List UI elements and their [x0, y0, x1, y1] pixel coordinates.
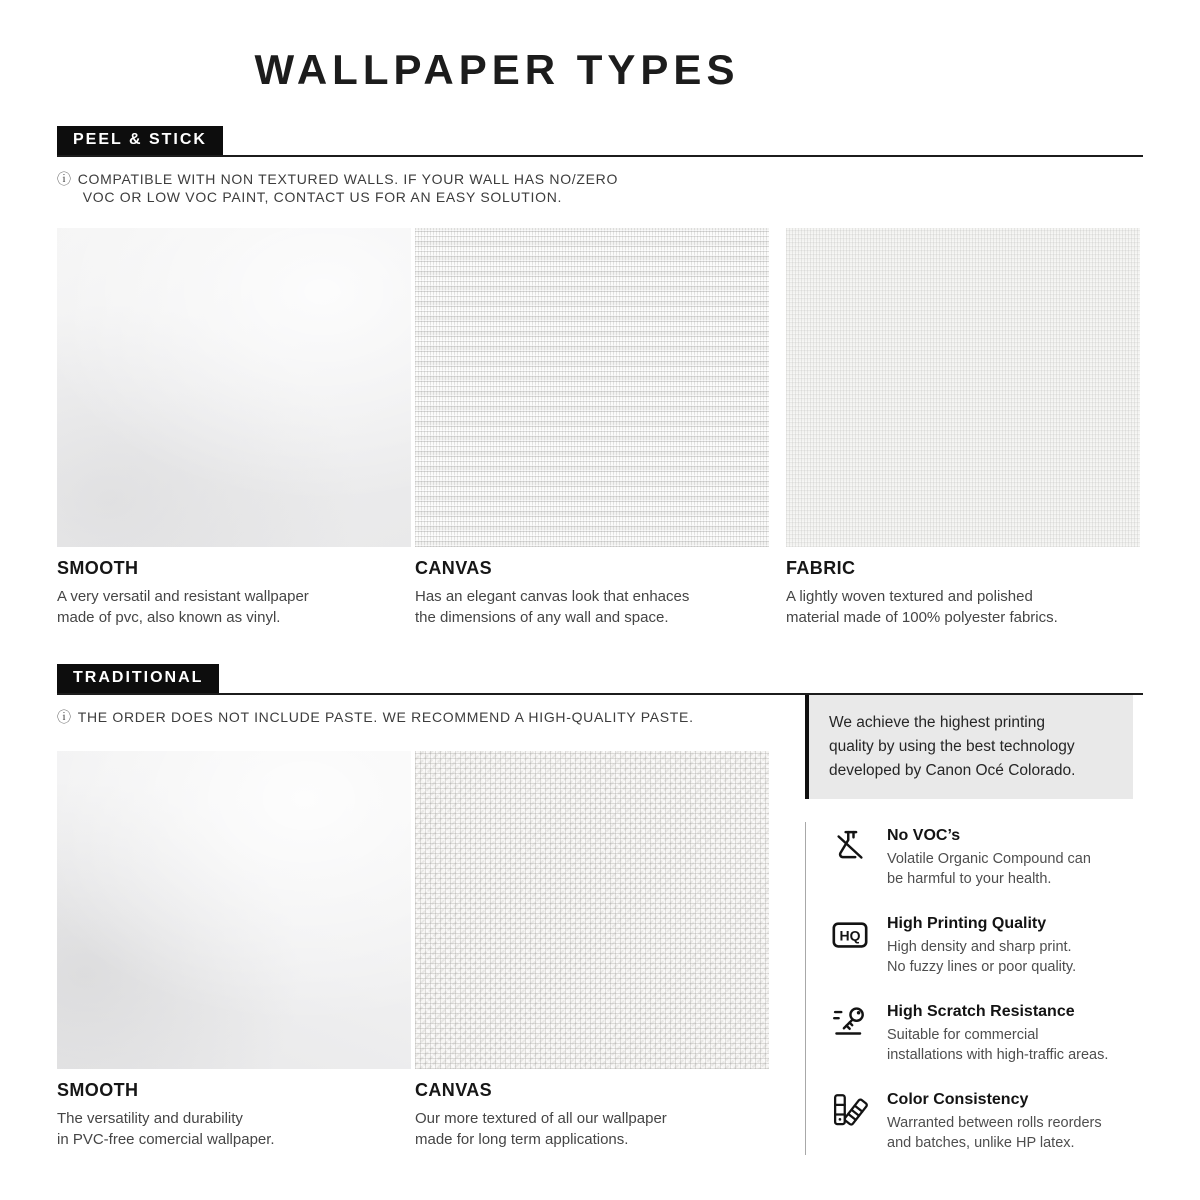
desc-line: Volatile Organic Compound can [887, 851, 1091, 867]
hq-icon-text: HQ [839, 927, 861, 944]
feature-high-printing-quality [829, 914, 1133, 977]
desc-line: High density and sharp print. [887, 939, 1072, 955]
feature-title: Color Consistency [887, 1091, 1029, 1108]
swatch-label: CANVAS [415, 558, 493, 578]
color-swatchbook-icon [829, 1090, 871, 1132]
desc-line: made of pvc, also known as vinyl. [57, 609, 281, 626]
swatch-label: CANVAS [415, 1080, 493, 1100]
swatch-description [415, 1108, 769, 1150]
desc-line: Our more textured of all our wallpaper [415, 1110, 667, 1127]
traditional-content [57, 695, 1143, 1155]
no-voc-flask-icon [829, 826, 871, 868]
feature-color-consistency [829, 1090, 1133, 1153]
feature-high-scratch-resistance [829, 1002, 1133, 1065]
swatch-description [57, 1108, 411, 1150]
desc-line: Has an elegant canvas look that enhaces [415, 588, 690, 605]
desc-line: The versatility and durability [57, 1110, 243, 1127]
printing-quality-quote [805, 695, 1133, 799]
peel-stick-header-rule [57, 126, 1143, 157]
peel-stick-swatch-row [57, 228, 1143, 628]
feature-title: High Printing Quality [887, 915, 1047, 932]
peel-stick-badge: PEEL & STICK [57, 126, 223, 155]
desc-line: Warranted between rolls reorders [887, 1115, 1102, 1131]
desc-line: the dimensions of any wall and space. [415, 609, 669, 626]
smooth-texture-image [57, 751, 411, 1069]
swatch-label: SMOOTH [57, 558, 139, 578]
feature-description [887, 937, 1076, 977]
hq-badge-icon [829, 914, 871, 956]
feature-text [887, 914, 1076, 977]
swatch-description [415, 586, 769, 628]
feature-text [887, 1090, 1102, 1153]
printing-info-sidebar [805, 695, 1133, 1155]
peel-stick-note-text [78, 170, 618, 206]
feature-description [887, 849, 1091, 889]
desc-line: Suitable for commercial [887, 1027, 1039, 1043]
traditional-swatch-row [57, 751, 770, 1150]
feature-description [887, 1025, 1108, 1065]
swatch-description [786, 586, 1140, 628]
swatch-card-canvas [415, 751, 769, 1150]
traditional-header-rule [57, 664, 1143, 695]
desc-line: A lightly woven textured and polished [786, 588, 1033, 605]
desc-line: A very versatil and resistant wallpaper [57, 588, 309, 605]
quote-line: quality by using the best technology [829, 738, 1075, 755]
note-line: VOC OR LOW VOC PAINT, CONTACT US FOR AN EASY SOLUTION. [82, 189, 563, 205]
swatch-description [57, 586, 411, 628]
swatch-card-smooth [57, 751, 411, 1150]
desc-line: be harmful to your health. [887, 871, 1052, 887]
desc-line: material made of 100% polyester fabrics. [786, 609, 1058, 626]
traditional-note [57, 708, 770, 726]
info-icon: ⓘ [57, 709, 72, 725]
swatch-label: SMOOTH [57, 1080, 139, 1100]
feature-title: No VOC’s [887, 827, 961, 844]
smooth-texture-image [57, 228, 411, 547]
note-line: COMPATIBLE WITH NON TEXTURED WALLS. IF YOUR WALL HAS NO/ZERO [77, 171, 619, 187]
quote-line: We achieve the highest printing [829, 714, 1045, 731]
desc-line: in PVC-free comercial wallpaper. [57, 1131, 275, 1148]
fabric-texture-image [786, 228, 1140, 547]
feature-description [887, 1113, 1102, 1153]
info-icon: ⓘ [57, 171, 72, 187]
desc-line: installations with high-traffic areas. [887, 1047, 1109, 1063]
swatch-card-smooth [57, 228, 411, 628]
scratch-key-icon [829, 1002, 871, 1044]
page-title: WALLPAPER TYPES [254, 46, 740, 93]
swatch-card-fabric [786, 228, 1140, 628]
desc-line: made for long term applications. [415, 1131, 629, 1148]
feature-list [805, 822, 1133, 1155]
traditional-badge: TRADITIONAL [57, 664, 219, 693]
peel-stick-note [57, 170, 1143, 206]
feature-title: High Scratch Resistance [887, 1003, 1075, 1020]
traditional-swatches-column [57, 695, 770, 1150]
traditional-note-text: THE ORDER DOES NOT INCLUDE PASTE. WE RECOMMEND A HIGH-QUALITY PASTE. [77, 709, 694, 725]
feature-text [887, 1002, 1108, 1065]
desc-line: and batches, unlike HP latex. [887, 1135, 1075, 1151]
swatch-card-canvas [415, 228, 769, 628]
desc-line: No fuzzy lines or poor quality. [887, 959, 1077, 975]
feature-no-vocs [829, 826, 1133, 889]
quote-line: developed by Canon Océ Colorado. [829, 762, 1076, 779]
feature-text [887, 826, 1091, 889]
canvas-texture-image [415, 228, 769, 547]
canvas-texture-image [415, 751, 769, 1069]
swatch-label: FABRIC [786, 558, 856, 578]
